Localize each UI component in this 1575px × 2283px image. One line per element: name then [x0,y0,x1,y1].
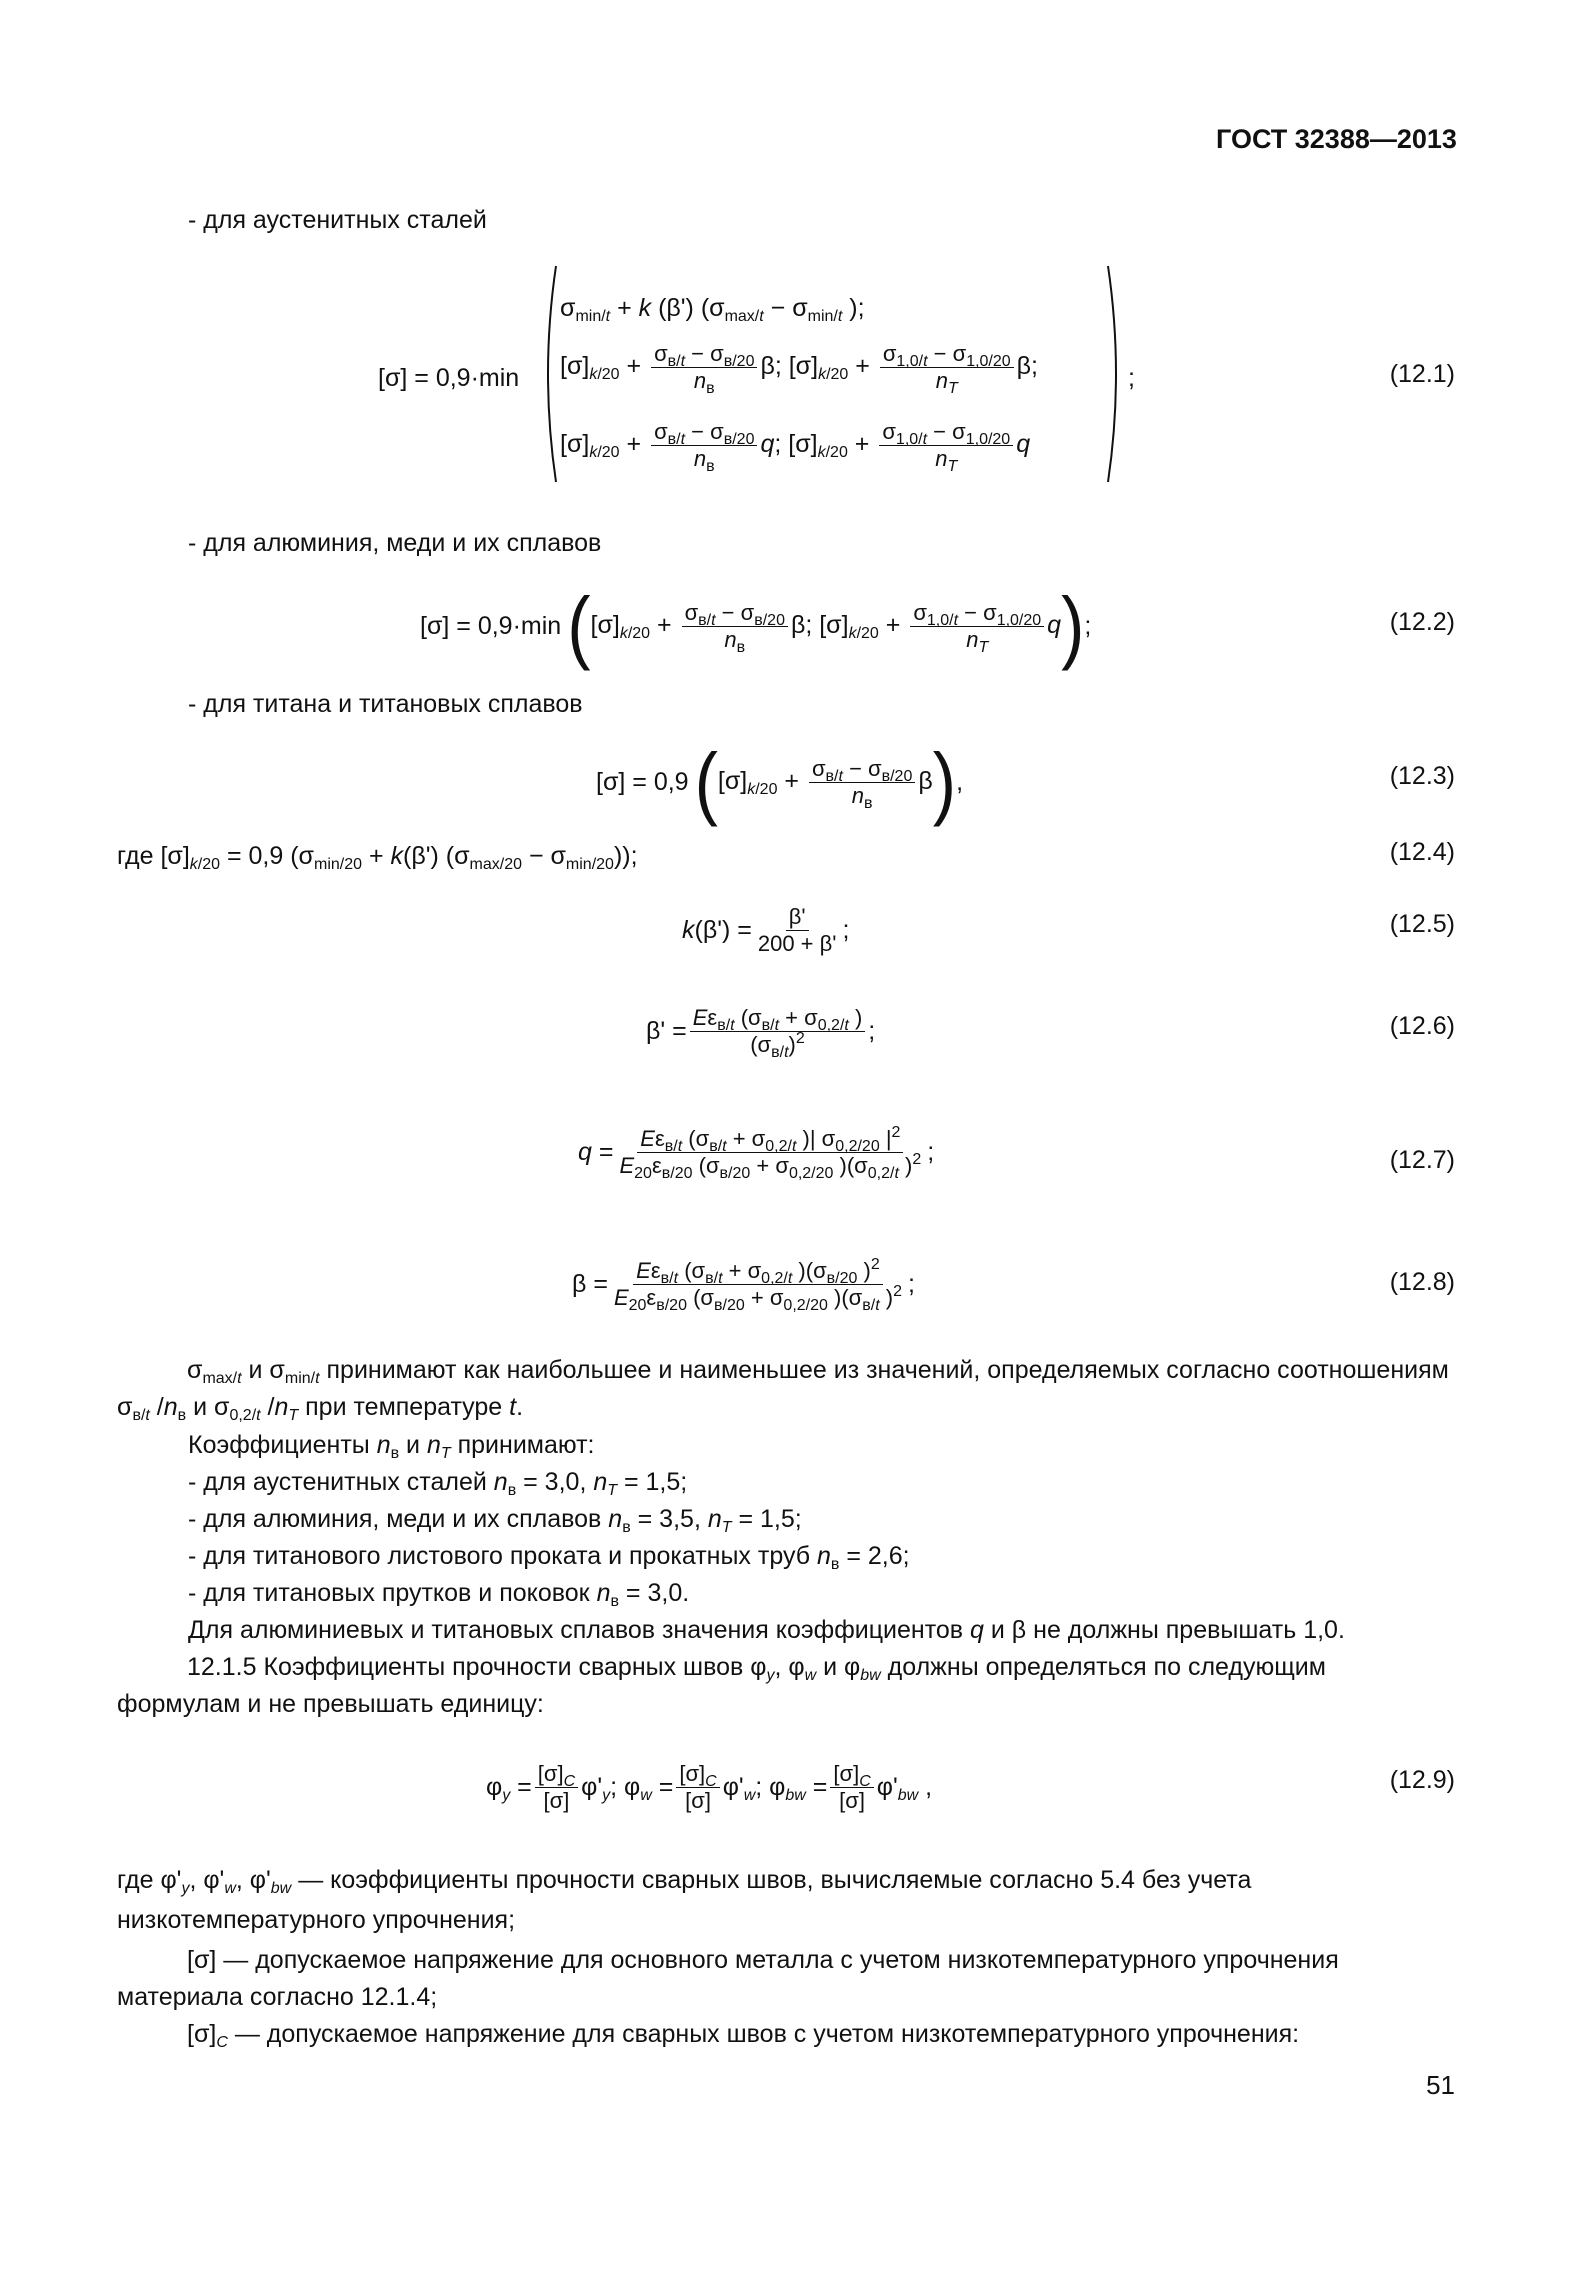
equation-12-2: [σ] = 0,9·min ( $[\sigma]_{k/20}$ + $\frac{\sigma_{в/t} - \sigma_{в/20}}{n_в}$ β; $[\sigma]_{k/20}$ + $\frac{\sigma_{1,0/t} - \sigma_{1,0/20}}{n_T}$ q ) ; [420,581,1092,671]
equation-12-7: q = $\frac{E\varepsilon_{в/t} (\sigma_{в/t} + \sigma_{0,2/t} )| \sigma_{0,2/20} |^2}{E_{20}\varepsilon_{в/20} (\sigma_{в/20} + \sigma_{0,2/20} )(\sigma_{0,2/t} )^2}$ ; [578,1123,935,1182]
list-item-aluminium: - для алюминия, меди и их сплавов $n_в = 3,5$, $n_T = 1,5$; [188,1505,802,1536]
paragraph-sigma-text2: при температуре [305,1393,503,1421]
eq1-lhs: [σ] = 0,9·min [378,364,520,392]
titanium-label: - для титана и титановых сплавов [188,690,583,718]
list-item-titanium-sheet: - для титанового листового проката и прокатных труб $n_в = 2,6$; [188,1542,910,1573]
eq-number-12-5: (12.5) [1389,910,1455,938]
eq-number-12-6: (12.6) [1389,1012,1455,1040]
page-number: 51 [1426,2070,1455,2100]
equation-12-8: β = $\frac{E\varepsilon_{в/t} (\sigma_{в/t} + \sigma_{0,2/t} )(\sigma_{в/20} )^2}{E_{20}\varepsilon_{в/20} (\sigma_{в/20} + \sigma_{0,2/20} )(\sigma_{в/t} )^2}$ ; [572,1255,915,1314]
left-paren-icon [538,264,558,484]
list-item-titanium-bars: - для титановых прутков и поковок $n_в = 3,0$. [188,1579,690,1610]
aluminium-label: - для алюминия, меди и их сплавов [188,529,602,557]
paragraph-sigma-text: принимают как наибольшее и наименьшее из значений, определяемых согласно соотношениям [326,1356,1449,1384]
paragraph-phi-prime: где $\varphi'_y$, $\varphi'_w$, $\varphi'_{bw}$ — коэффициенты прочности сварных швов, вычисляемые согласно 5.4 без учета низкотемпературного упрочнения; [117,1866,1252,1934]
equation-12-4: где $[\sigma]_{k/20} = 0,9$ $(\sigma_{min/20} + k(\beta') (\sigma_{max/20} - \sigma_{min/20}))$; [117,842,638,873]
document-code: ГОСТ 32388—2013 [1216,124,1457,154]
paragraph-sigma-weld: $[\sigma]_C$ — допускаемое напряжение для сварных швов с учетом низкотемпературного упрочнения: [187,2020,1300,2051]
list-item-austenitic: - для аустенитных сталей $n_в = 3,0$, $n_T = 1,5$; [188,1468,688,1499]
eq-number-12-9: (12.9) [1389,1766,1455,1794]
right-paren-icon [1106,264,1126,484]
eq3-lhs: [σ] = 0,9 [596,767,689,796]
eq1-row1: $\sigma_{min/t} + k$ (β') ($\sigma_{max/t} - \sigma_{min/t}$ ); [560,294,865,325]
where-word: где [117,842,154,870]
eq-number-12-7: (12.7) [1389,1146,1455,1174]
equation-12-9: $\varphi_y$ = $\frac{[\sigma]_C}{[\sigma]}$ $\varphi'_y$; $\varphi_w$ = $\frac{[\sigma]_C}{[\sigma]}$ $\varphi'_w$; $\varphi_{bw}$ = $\frac{[\sigma]_C}{[\sigma]}$ $\varphi'_{bw}$ , [486,1760,933,1813]
austenitic-label: - для аустенитных сталей [188,206,487,234]
alloys-note: Для алюминиевых и титановых сплавов значения коэффициентов q и β не должны превышать 1,0. [188,1616,1345,1644]
eq1-row2: $[\sigma]_{k/20}$ + $\frac{\sigma_{в/t} - \sigma_{в/20}}{n_в}$ β; $[\sigma]_{k/20}$ + $\frac{\sigma_{1,0/t} - \sigma_{1,0/20}}{n_T}$ β; [560,341,1038,397]
eq-number-12-3: (12.3) [1389,762,1455,790]
eq1-row3: $[\sigma]_{k/20}$ + $\frac{\sigma_{в/t} - \sigma_{в/20}}{n_в}$ q; $[\sigma]_{k/20}$ + $\frac{\sigma_{1,0/t} - \sigma_{1,0/20}}{n_T}$ q [560,419,1031,475]
coef-intro: Коэффициенты $n_в$ и $n_T$ принимают: [188,1431,595,1462]
equation-12-5: k(β') = $\frac{\beta'}{200 + \beta'}$ ; [682,903,850,956]
paragraph-12-1-5: 12.1.5 Коэффициенты прочности сварных швов $\varphi_y$, $\varphi_w$ и $\varphi_{bw}$ должны определяться по следующим формулам и не превышать единицу: [117,1653,1326,1718]
paragraph-sigma: $\sigma_{max/t}$ и $\sigma_{min/t}$ принимают как наибольшее и наименьшее из значений, определяемых согласно соотношениям $\sigma_{в/t}$ $/n_в$ и $\sigma_{0,2/t}$ $/n_T$ при температуре t. [117,1356,1449,1424]
paragraph-sigma-base: [σ] — допускаемое напряжение для основного металла с учетом низкотемпературного упрочнения материала согласно 12.1.4; [117,1946,1339,2011]
eq-number-12-2: (12.2) [1389,608,1455,636]
eq-number-12-4: (12.4) [1389,838,1455,866]
equation-12-3: [σ] = 0,9 ( $[\sigma]_{k/20}$ + $\frac{\sigma_{в/t} - \sigma_{в/20}}{n_в}$ β ) , [596,737,964,827]
eq2-lhs: [σ] = 0,9·min [420,611,562,640]
eq-number-12-8: (12.8) [1389,1268,1455,1296]
eq-number-12-1: (12.1) [1389,360,1455,388]
equation-12-6: β' = $\frac{E\varepsilon_{в/t} (\sigma_{в/t} + \sigma_{0,2/t} )}{(\sigma_{в/t})^2}$ ; [646,1004,876,1061]
